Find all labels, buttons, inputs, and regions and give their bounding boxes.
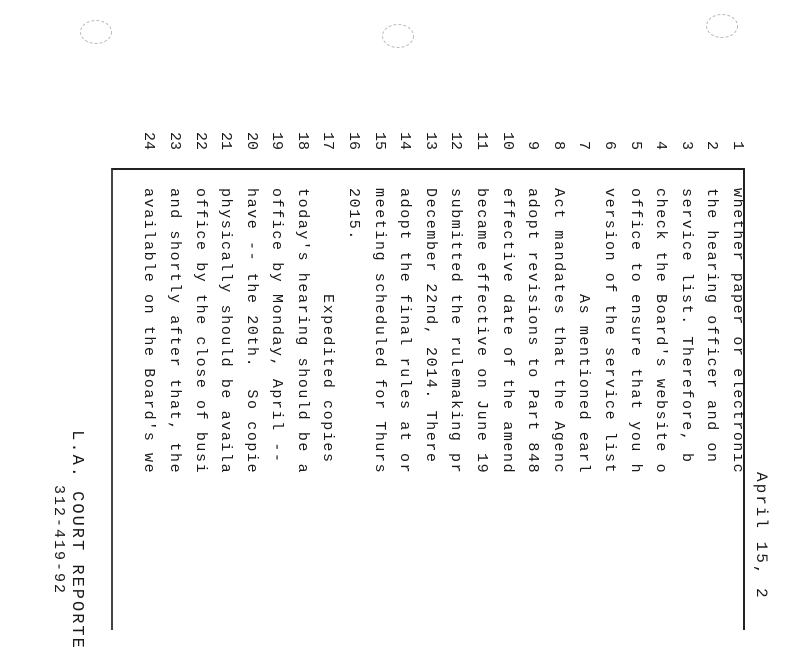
line-number: 15: [370, 131, 388, 150]
line-number: 12: [447, 131, 465, 150]
line-number: 2: [703, 140, 721, 150]
line-number: 9: [524, 140, 542, 150]
transcript-line: check the Board's website o: [652, 188, 670, 475]
transcript-line: effective date of the amend: [498, 188, 516, 475]
transcript-line: submitted the rulemaking pr: [447, 188, 465, 475]
transcript-line: and shortly after that, the: [165, 188, 183, 475]
reporter-name: L.A. COURT REPORTE: [67, 430, 86, 650]
line-number: 8: [549, 140, 567, 150]
transcript-line: whether paper or electronic: [729, 188, 746, 475]
line-number: 23: [165, 131, 183, 150]
line-number: 22: [191, 131, 209, 150]
line-number: 21: [217, 131, 235, 150]
line-number: 6: [601, 140, 619, 150]
line-number: 18: [293, 131, 311, 150]
transcript-line: office to ensure that you h: [626, 188, 644, 475]
line-number: 7: [575, 140, 593, 150]
header-date: April 15, 2: [752, 472, 770, 600]
transcript-line: service list. Therefore, b: [677, 188, 695, 464]
punch-hole-middle: [382, 24, 414, 48]
transcript-line: have -- the 20th. So copie: [242, 188, 260, 475]
line-number: 17: [319, 131, 337, 150]
transcript-line: adopt revisions to Part 848: [524, 188, 542, 475]
line-number: 11: [473, 131, 491, 150]
transcript-line: Act mandates that the Agenc: [549, 188, 567, 475]
transcript-line: office by the close of busi: [191, 188, 209, 475]
footer: [50, 430, 86, 650]
transcript-line: meeting scheduled for Thurs: [370, 188, 388, 475]
transcript-line: physically should be availa: [217, 188, 235, 475]
line-number: 4: [652, 140, 670, 150]
line-number: 19: [268, 131, 286, 150]
line-number: 20: [242, 131, 260, 150]
line-number: 16: [345, 131, 363, 150]
transcript-line: today's hearing should be a: [293, 188, 311, 475]
line-number: 14: [396, 131, 414, 150]
transcript-line: As mentioned earl: [575, 188, 593, 475]
transcript-line: 2015.: [345, 188, 363, 242]
punch-hole-bottom: [80, 20, 112, 44]
transcript-line: the hearing officer and on: [703, 188, 721, 464]
transcript-line: office by Monday, April --: [268, 188, 286, 464]
line-number: 13: [421, 131, 439, 150]
transcript-body: [136, 188, 750, 648]
line-number-column: [136, 110, 750, 150]
reporter-phone: 312-419-92: [50, 484, 67, 595]
line-number: 5: [626, 140, 644, 150]
line-number: 24: [140, 131, 158, 150]
transcript-line: version of the service list: [601, 188, 619, 475]
punch-hole-top: [706, 14, 738, 38]
line-number: 1: [729, 140, 746, 150]
transcript-line: adopt the final rules at or: [396, 188, 414, 475]
transcript-line: December 22nd, 2014. There: [421, 188, 439, 464]
transcript-line: available on the Board's we: [140, 188, 158, 475]
transcript-line: Expedited copies: [319, 188, 337, 464]
transcript-line: became effective on June 19: [473, 188, 491, 475]
line-number: 3: [677, 140, 695, 150]
line-number: 10: [498, 131, 516, 150]
